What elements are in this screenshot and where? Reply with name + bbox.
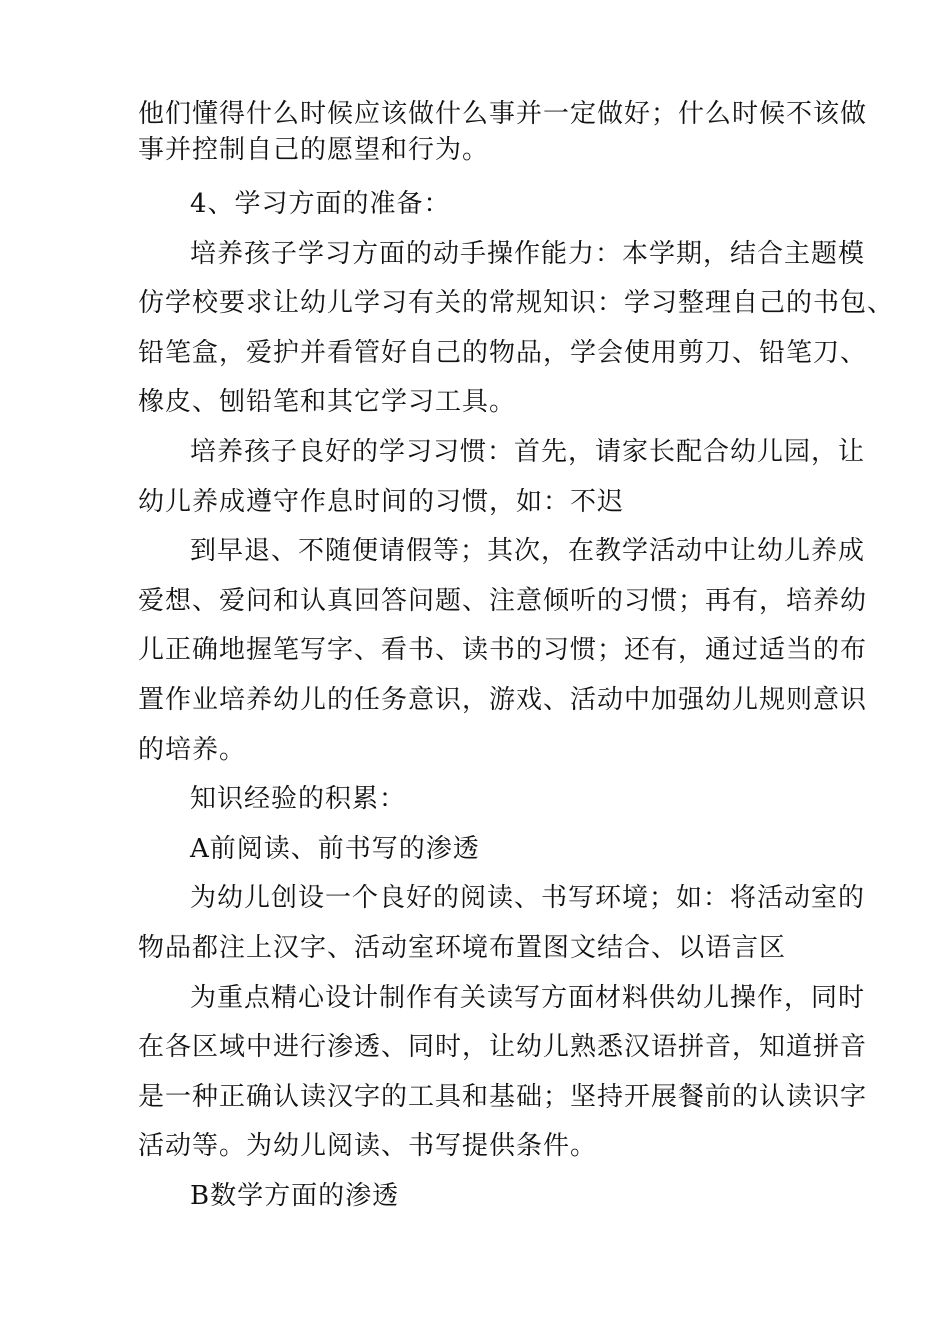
text-line: 幼儿养成遵守作息时间的习惯，如：不迟 bbox=[138, 486, 625, 517]
text-line: 为重点精心设计制作有关读写方面材料供幼儿操作，同时 bbox=[190, 982, 866, 1013]
section-heading: 4、学习方面的准备： bbox=[190, 189, 451, 219]
text-line: 置作业培养幼儿的任务意识，游戏、活动中加强幼儿规则意识 bbox=[138, 684, 868, 715]
text-line: 爱想、爱问和认真回答问题、注意倾听的习惯；再有，培养幼 bbox=[138, 585, 868, 616]
paragraph-study-habits-continued bbox=[138, 527, 868, 775]
section-heading-knowledge-accumulation bbox=[138, 775, 838, 825]
paragraph-self-control bbox=[138, 96, 868, 168]
document-body bbox=[138, 96, 895, 1221]
text-line: 培养孩子良好的学习习惯：首先，请家长配合幼儿园，让 bbox=[190, 436, 866, 467]
text-line: 橡皮、刨铅笔和其它学习工具。 bbox=[138, 387, 517, 418]
text-line: 到早退、不随便请假等；其次，在教学活动中让幼儿养成 bbox=[190, 536, 866, 567]
text-line: 物品都注上汉字、活动室环境布置图文结合、以语言区 bbox=[138, 932, 787, 963]
subheading: B数学方面的渗透 bbox=[190, 1180, 400, 1211]
subheading-math bbox=[138, 1172, 838, 1222]
text-line: 儿正确地握笔写字、看书、读书的习惯；还有，通过适当的布 bbox=[138, 635, 868, 666]
text-line: 的培养。 bbox=[138, 734, 247, 765]
text-line: 铅笔盒，爱护并看管好自己的物品，学会使用剪刀、铅笔刀、 bbox=[138, 337, 868, 368]
text-line: 培养孩子学习方面的动手操作能力：本学期，结合主题模 bbox=[190, 238, 866, 269]
paragraph-study-habits bbox=[138, 428, 866, 527]
paragraph-hands-on-ability bbox=[138, 230, 895, 428]
paragraph-reading-materials bbox=[138, 974, 868, 1172]
text-line: 他们懂得什么时候应该做什么事并一定做好；什么时候不该做 bbox=[138, 99, 868, 129]
section-heading: 知识经验的积累： bbox=[190, 784, 407, 815]
text-line: 为幼儿创设一个良好的阅读、书写环境；如：将活动室的 bbox=[190, 883, 866, 914]
section-heading-learning-preparation bbox=[138, 180, 838, 230]
text-line: 事并控制自己的愿望和行为。 bbox=[138, 135, 490, 165]
subheading-reading-writing bbox=[138, 825, 838, 875]
subheading: A前阅读、前书写的渗透 bbox=[190, 833, 480, 864]
text-line: 活动等。为幼儿阅读、书写提供条件。 bbox=[138, 1131, 598, 1162]
text-line: 是一种正确认读汉字的工具和基础；坚持开展餐前的认读识字 bbox=[138, 1081, 868, 1112]
paragraph-reading-environment bbox=[138, 874, 866, 973]
text-line: 在各区域中进行渗透、同时，让幼儿熟悉汉语拼音，知道拼音 bbox=[138, 1032, 868, 1063]
text-line: 仿学校要求让幼儿学习有关的常规知识：学习整理自己的书包、 bbox=[138, 288, 895, 319]
